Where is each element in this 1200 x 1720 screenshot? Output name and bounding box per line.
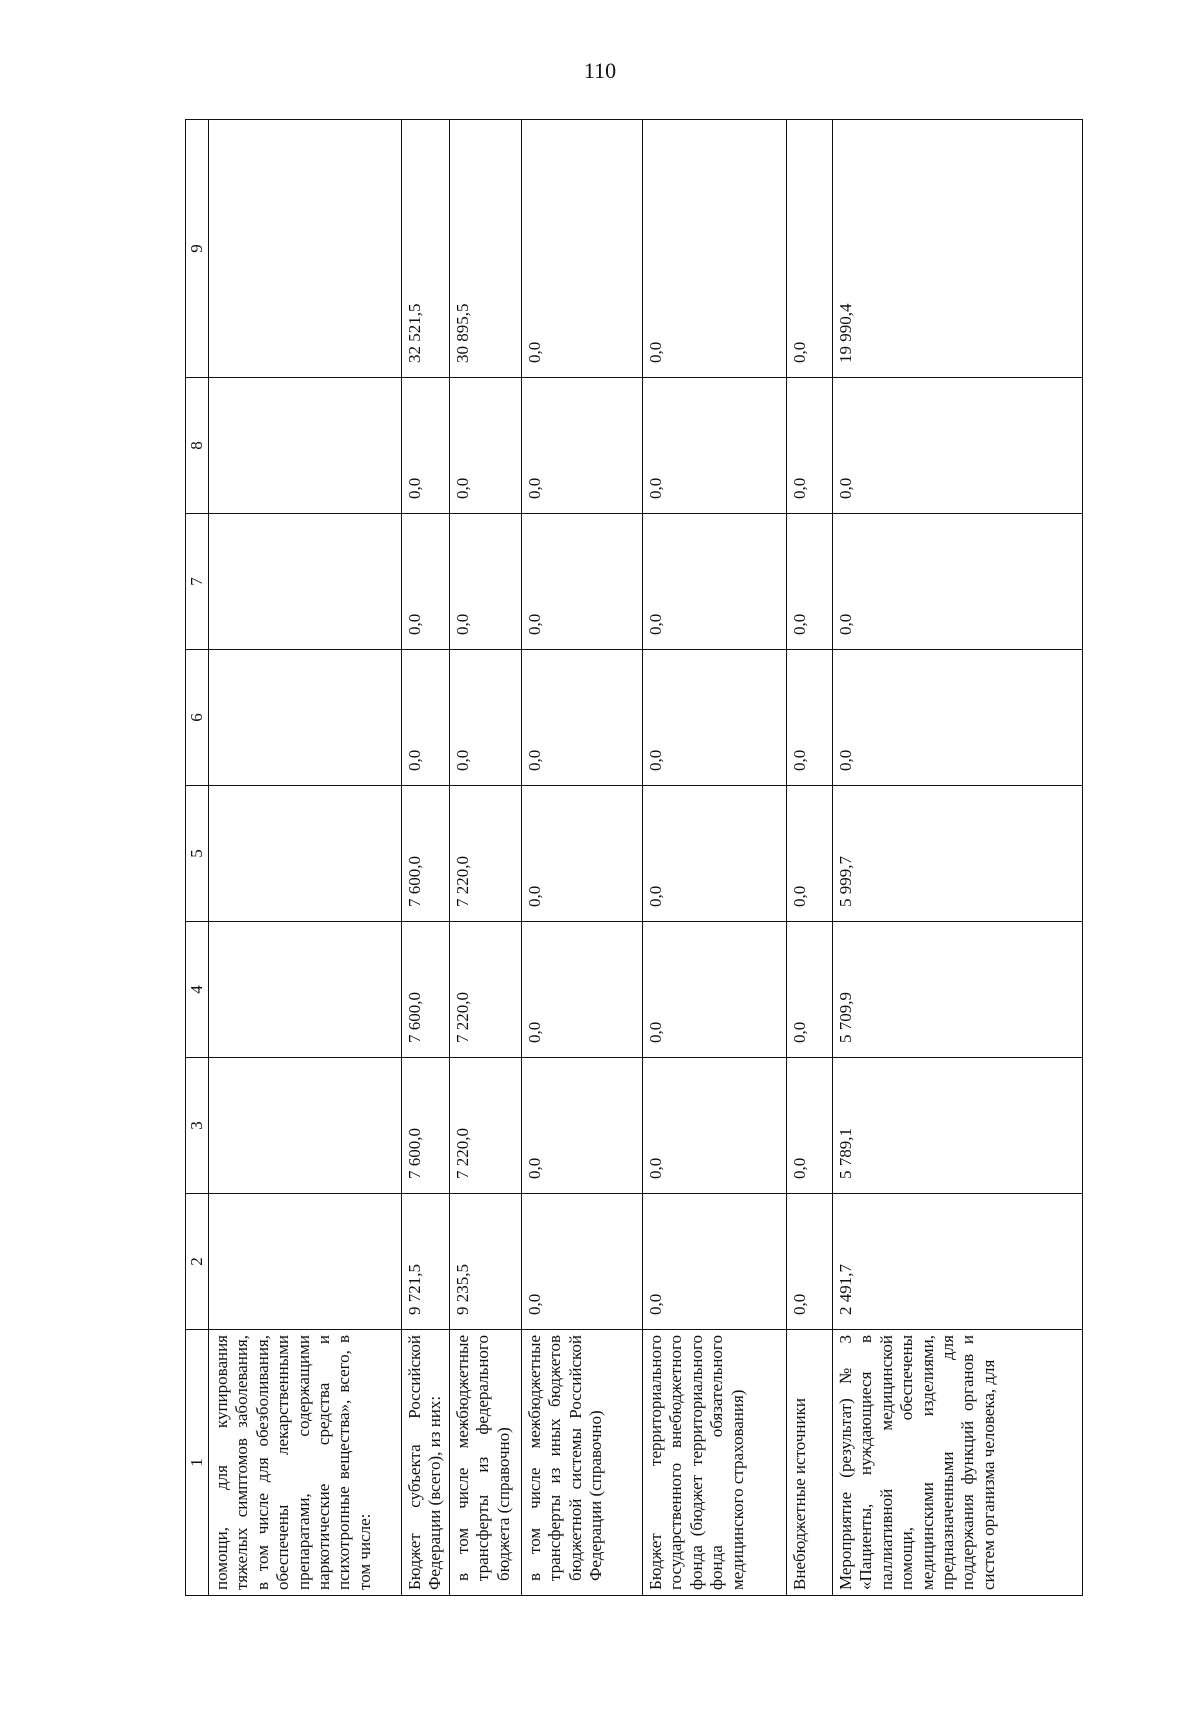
value-cell: 5 999,7 [833,786,1083,922]
value-cell: 0,0 [787,514,833,650]
value-cell: 7 220,0 [450,1058,522,1194]
column-number: 4 [186,922,209,1058]
column-number: 9 [186,120,209,378]
column-number: 8 [186,378,209,514]
column-number: 2 [186,1194,209,1330]
value-cell: 0,0 [522,650,643,786]
column-number: 6 [186,650,209,786]
page-number: 110 [583,58,617,83]
table-row [450,120,522,1596]
column-number: 7 [186,514,209,650]
table-row [522,120,643,1596]
value-cell: 2 491,7 [833,1194,1083,1330]
value-cell [209,1194,402,1330]
value-cell: 9 235,5 [450,1194,522,1330]
value-cell: 0,0 [787,922,833,1058]
value-cell: 0,0 [643,514,787,650]
value-cell: 5 789,1 [833,1058,1083,1194]
row-label: Бюджет территориального государственного внебюджетного фонда (бюджет территориального фонда обязательного медицинского страхования) [643,1330,787,1596]
value-cell: 0,0 [402,650,450,786]
value-cell: 0,0 [787,650,833,786]
value-cell: 0,0 [787,1194,833,1330]
value-cell: 0,0 [833,378,1083,514]
value-cell: 0,0 [402,514,450,650]
value-cell: 0,0 [522,514,643,650]
value-cell [209,120,402,378]
value-cell: 0,0 [787,378,833,514]
table-row [643,120,787,1596]
value-cell: 7 600,0 [402,1058,450,1194]
value-cell: 0,0 [643,120,787,378]
value-cell: 0,0 [522,1058,643,1194]
value-cell: 0,0 [787,786,833,922]
value-cell [209,1058,402,1194]
column-number: 1 [186,1330,209,1596]
value-cell [209,650,402,786]
value-cell: 0,0 [833,650,1083,786]
value-cell: 7 600,0 [402,922,450,1058]
value-cell [209,514,402,650]
row-label: помощи, для купирования тяжелых симптомов заболевания, в том числе для обезболивания, обеспечены лекарственными препаратами, содержащими наркотические средства и психотропные вещества», всего, в том числе: [209,1330,402,1596]
value-cell: 9 721,5 [402,1194,450,1330]
value-cell: 0,0 [643,922,787,1058]
table-row [209,120,402,1596]
value-cell: 19 990,4 [833,120,1083,378]
value-cell: 0,0 [522,378,643,514]
value-cell: 0,0 [643,378,787,514]
value-cell: 7 600,0 [402,786,450,922]
value-cell: 0,0 [522,120,643,378]
value-cell: 0,0 [643,786,787,922]
row-label: Внебюджетные источники [787,1330,833,1596]
budget-table [185,119,1083,1596]
value-cell: 7 220,0 [450,922,522,1058]
value-cell: 0,0 [402,378,450,514]
row-label: в том числе межбюджетные трансферты из иных бюджетов бюджетной системы Российской Федерации (справочно) [522,1330,643,1596]
row-label: в том числе межбюджетные трансферты из федерального бюджета (справочно) [450,1330,522,1596]
value-cell [209,922,402,1058]
value-cell: 0,0 [643,1058,787,1194]
value-cell: 0,0 [450,514,522,650]
table-row [787,120,833,1596]
value-cell: 5 709,9 [833,922,1083,1058]
table-row [402,120,450,1596]
column-number: 3 [186,1058,209,1194]
value-cell: 0,0 [450,378,522,514]
value-cell: 0,0 [522,1194,643,1330]
row-label: Мероприятие (результат) № 3 «Пациенты, нуждающиеся в паллиативной медицинской помощи, обеспечены медицинскими изделиями, предназначенными для поддержания функций органов и систем организма человека, для [833,1330,1083,1596]
rotated-table-wrapper [185,120,1083,1596]
column-number: 5 [186,786,209,922]
table-row [833,120,1083,1596]
value-cell: 0,0 [643,650,787,786]
value-cell: 0,0 [522,786,643,922]
value-cell: 0,0 [522,922,643,1058]
row-label: Бюджет субъекта Российской Федерации (всего), из них: [402,1330,450,1596]
value-cell: 32 521,5 [402,120,450,378]
value-cell: 0,0 [787,1058,833,1194]
value-cell [209,378,402,514]
column-number-row [186,120,209,1596]
value-cell: 0,0 [787,120,833,378]
value-cell [209,786,402,922]
value-cell: 30 895,5 [450,120,522,378]
value-cell: 0,0 [643,1194,787,1330]
value-cell: 0,0 [833,514,1083,650]
value-cell: 7 220,0 [450,786,522,922]
value-cell: 0,0 [450,650,522,786]
